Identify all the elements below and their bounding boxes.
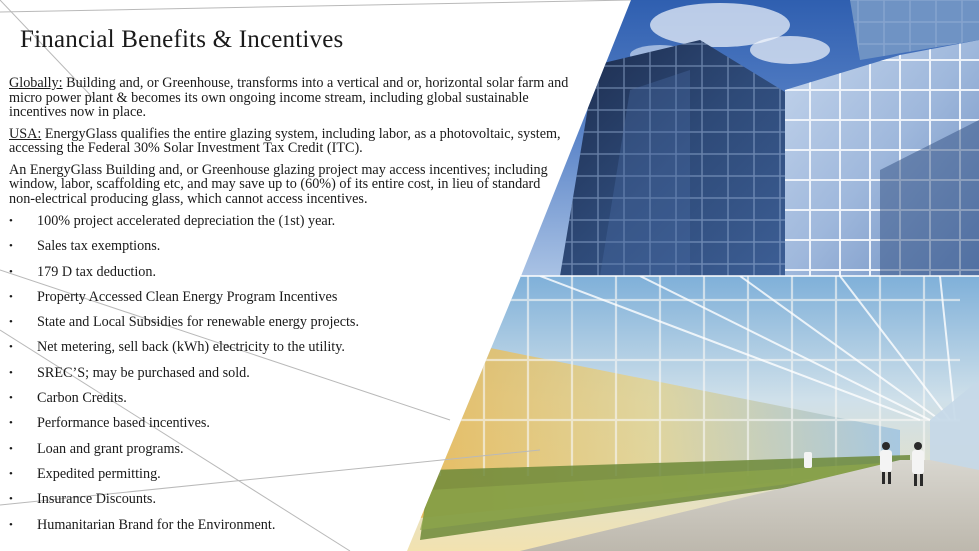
bullet-icon: • xyxy=(9,417,13,430)
list-item-text: Insurance Discounts. xyxy=(37,491,156,508)
list-item-text: Expedited permitting. xyxy=(37,465,161,482)
paragraph-project xyxy=(9,163,569,207)
list-item xyxy=(9,238,569,263)
list-item xyxy=(9,466,569,491)
paragraph-text-globally: Building and, or Greenhouse, transforms into a vertical and or, horizontal solar farm and micro power plant & becomes its own ongoing income stream, including global sustainable incentives now in place. xyxy=(9,75,569,120)
list-item xyxy=(9,314,569,339)
paragraph-lead-globally: Globally: xyxy=(9,75,63,91)
list-item-text: Sales tax exemptions. xyxy=(37,238,161,255)
bullet-icon: • xyxy=(9,518,13,531)
paragraph-text-usa: EnergyGlass qualifies the entire glazing system, including labor, as a photovoltaic, system, accessing the Federal 30% Solar Investment Tax Credit (ITC). xyxy=(9,125,561,156)
list-item xyxy=(9,517,569,542)
bullet-icon: • xyxy=(9,265,13,278)
bullet-icon: • xyxy=(9,341,13,354)
list-item-text: Property Accessed Clean Energy Program Incentives xyxy=(37,288,338,305)
list-item xyxy=(9,441,569,466)
paragraph-globally xyxy=(9,76,569,120)
list-item-text: 100% project accelerated depreciation the (1st) year. xyxy=(37,213,336,229)
list-item-text: Performance based incentives. xyxy=(37,415,210,432)
list-item xyxy=(9,365,569,390)
bullet-icon: • xyxy=(9,366,13,379)
list-item xyxy=(9,491,569,516)
list-item-text: Humanitarian Brand for the Environment. xyxy=(37,516,276,533)
slide-title: Financial Benefits & Incentives xyxy=(20,26,344,53)
paragraph-usa xyxy=(9,127,569,156)
bullet-icon: • xyxy=(9,316,13,329)
list-item xyxy=(9,264,569,289)
list-item xyxy=(9,390,569,415)
bullet-icon: • xyxy=(9,215,13,227)
content-body xyxy=(9,76,569,542)
bullet-icon: • xyxy=(9,467,13,480)
list-item-text: SREC’S; may be purchased and sold. xyxy=(37,364,250,381)
paragraph-text-project: An EnergyGlass Building and, or Greenhouse glazing project may access incentives; including window, labor, scaffolding etc, and may save up to (60%) of its entire cost, in lieu of standard non-electrical producing glass, which cannot access incentives. xyxy=(9,161,548,207)
bullet-icon: • xyxy=(9,442,13,455)
bullet-icon: • xyxy=(9,392,13,405)
list-item-text: 179 D tax deduction. xyxy=(37,263,156,280)
list-item xyxy=(9,289,569,314)
list-item-text: State and Local Subsidies for renewable energy projects. xyxy=(37,314,360,331)
list-item xyxy=(9,415,569,440)
incentive-list xyxy=(9,213,569,542)
bullet-icon: • xyxy=(9,493,13,506)
bullet-icon: • xyxy=(9,290,13,303)
list-item xyxy=(9,213,569,238)
list-item-text: Loan and grant programs. xyxy=(37,440,184,457)
list-item-text: Net metering, sell back (kWh) electricity to the utility. xyxy=(37,339,345,356)
bullet-icon: • xyxy=(9,240,13,253)
list-item xyxy=(9,339,569,364)
list-item-text: Carbon Credits. xyxy=(37,390,127,407)
paragraph-lead-usa: USA: xyxy=(9,125,42,142)
